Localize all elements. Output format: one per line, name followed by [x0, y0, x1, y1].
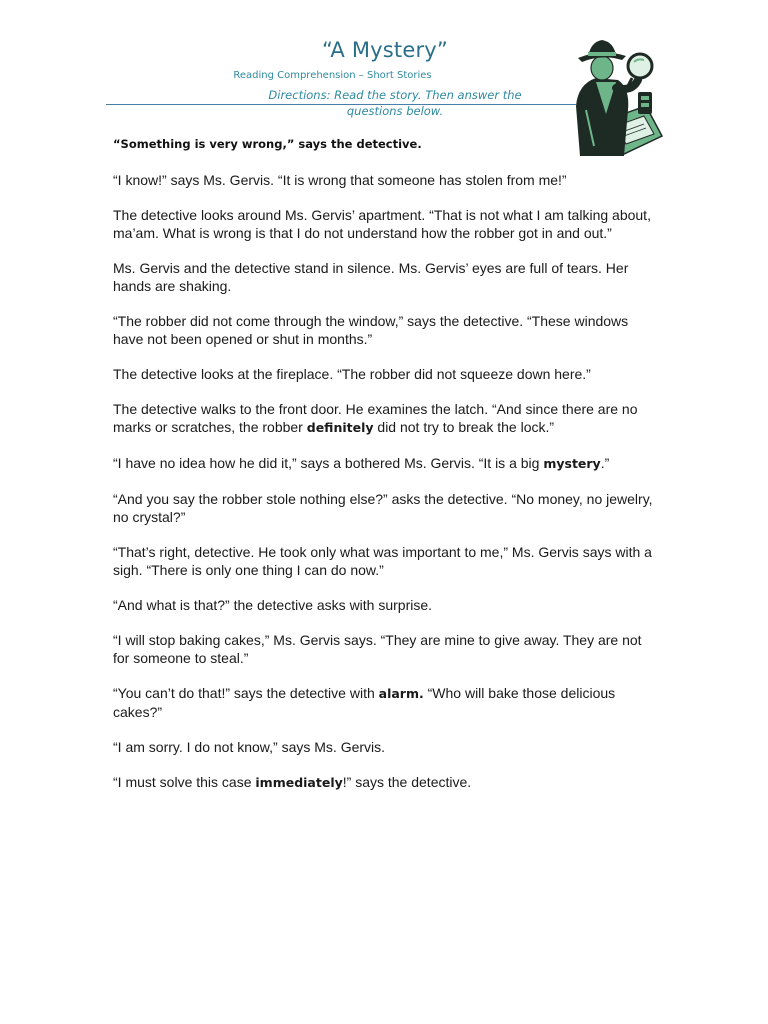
story-paragraph: “And what is that?” the detective asks with surprise. [113, 597, 433, 613]
page-title: “A Mystery” [322, 38, 448, 62]
vocab-word: alarm. [378, 686, 424, 701]
story-paragraph: Ms. Gervis and the detective stand in silence. Ms. Gervis’ eyes are full of tears. Her hands are shaking. [113, 260, 629, 294]
paragraph-text: “Who will bake those delicious cakes?” [113, 685, 616, 720]
story-paragraph: “That’s right, detective. He took only what was important to me,” Ms. Gervis says with a sigh. “There is only one thing I can do now.” [113, 544, 652, 578]
story-paragraph [113, 454, 661, 473]
paragraph-text: did not try to break the lock.” [373, 419, 555, 435]
paragraph-text: “I have no idea how he did it,” says a bothered Ms. Gervis. “It is a big [113, 455, 544, 471]
story-paragraph: “And you say the robber stole nothing else?” asks the detective. “No money, no jewelry, no crystal?” [113, 491, 653, 525]
story-paragraph: The detective looks around Ms. Gervis’ apartment. “That is not what I am talking about, ma’am. What is wrong is that I do not understand how the robber got in and out.” [113, 207, 651, 241]
story-paragraph: The detective looks at the fireplace. “The robber did not squeeze down here.” [113, 366, 591, 382]
vocab-word: definitely [306, 420, 374, 435]
page-subtitle: Reading Comprehension – Short Stories [233, 70, 432, 81]
vocab-word: immediately [255, 775, 343, 790]
header-divider [106, 104, 576, 105]
story-paragraph [113, 684, 661, 721]
story-paragraph: “I will stop baking cakes,” Ms. Gervis says. “They are mine to give away. They are not for someone to steal.” [113, 632, 642, 666]
story-paragraph: “I know!” says Ms. Gervis. “It is wrong that someone has stolen from me!” [113, 172, 567, 188]
story-body [113, 171, 661, 809]
story-paragraph: “I am sorry. I do not know,” says Ms. Gervis. [113, 739, 386, 755]
story-paragraph [113, 773, 661, 792]
directions-text: Directions: Read the story. Then answer the questions below. [268, 88, 522, 118]
story-lead: “Something is very wrong,” says the detective. [113, 137, 422, 151]
paragraph-text: .” [600, 455, 610, 471]
paragraph-text: “I must solve this case [113, 774, 256, 790]
story-paragraph: “The robber did not come through the window,” says the detective. “These windows have not been opened or shut in months.” [113, 313, 629, 347]
vocab-word: mystery [543, 456, 601, 471]
paragraph-text: “You can’t do that!” says the detective with [113, 685, 379, 701]
paragraph-text: !” says the detective. [342, 774, 472, 790]
paragraph-text: The detective walks to the front door. He examines the latch. “And since there are no marks or scratches, the robber [113, 401, 638, 435]
story-paragraph [113, 400, 661, 437]
